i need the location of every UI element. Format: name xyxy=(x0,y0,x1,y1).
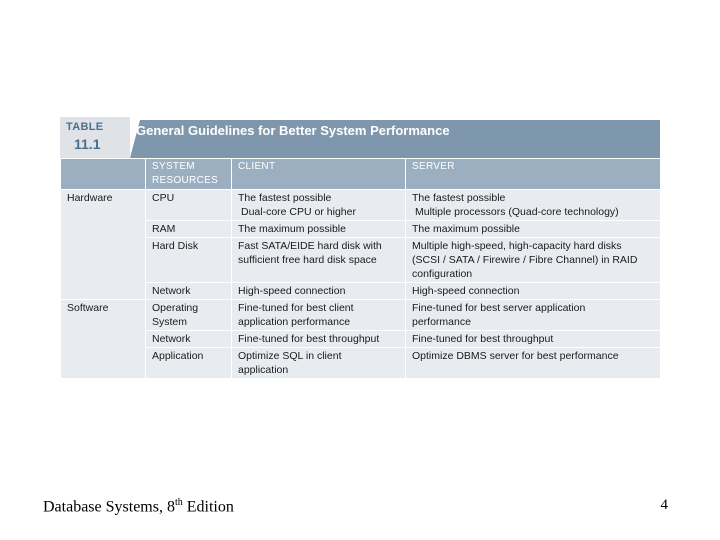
client-cell: High-speed connection xyxy=(232,283,406,300)
header-system-resources-line2: RESOURCES xyxy=(152,175,219,186)
client-cell-line: The fastest possible xyxy=(238,192,332,204)
server-cell-line: The fastest possible xyxy=(412,192,506,204)
resource-cell-line: Operating xyxy=(152,302,199,314)
book-title-footer xyxy=(43,497,234,516)
table-row xyxy=(61,331,661,348)
client-cell: The maximum possible xyxy=(232,221,406,238)
server-cell: High-speed connection xyxy=(406,283,661,300)
server-cell-line: (SCSI / SATA / Firewire / Fibre Channel) in RAID xyxy=(412,254,638,266)
server-cell-line: Multiple processors (Quad-core technology) xyxy=(415,206,619,218)
table-tag-number: 11.1 xyxy=(74,136,101,152)
resource-cell-line: System xyxy=(152,316,188,328)
header-server: SERVER xyxy=(406,159,661,190)
table-title-bar xyxy=(60,117,660,158)
client-cell xyxy=(232,300,406,331)
page-number: 4 xyxy=(660,497,668,513)
edition-superscript: th xyxy=(174,497,183,508)
header-category xyxy=(61,159,146,190)
category-software: Software xyxy=(61,300,146,379)
table-row xyxy=(61,283,661,300)
client-cell-line: Fast SATA/EIDE hard disk with xyxy=(238,240,382,252)
server-cell-line: Multiple high-speed, high-capacity hard disks xyxy=(412,240,622,252)
server-cell xyxy=(406,300,661,331)
resource-cell: RAM xyxy=(146,221,232,238)
book-title-prefix: Database Systems, 8 xyxy=(43,498,175,516)
server-cell: Fine-tuned for best throughput xyxy=(406,331,661,348)
server-cell: Optimize DBMS server for best performance xyxy=(406,348,661,379)
table-row xyxy=(61,221,661,238)
client-cell-line: application performance xyxy=(238,316,351,328)
header-system-resources xyxy=(146,159,232,190)
server-cell xyxy=(406,238,661,283)
server-cell-line: Fine-tuned for best server application xyxy=(412,302,586,314)
client-cell-line: Optimize SQL in client xyxy=(238,350,342,362)
server-cell-line: performance xyxy=(412,316,471,328)
table-figure xyxy=(60,117,660,379)
table-number-tag xyxy=(60,117,130,158)
table-title: General Guidelines for Better System Performance xyxy=(136,123,450,138)
book-title-suffix: Edition xyxy=(182,498,234,516)
table-row xyxy=(61,190,661,221)
header-system-resources-line1: SYSTEM xyxy=(152,161,195,172)
table-row xyxy=(61,300,661,331)
table-row xyxy=(61,238,661,283)
resource-cell xyxy=(146,300,232,331)
client-cell: Fine-tuned for best throughput xyxy=(232,331,406,348)
client-cell-line: Dual-core CPU or higher xyxy=(241,206,356,218)
resource-cell: Network xyxy=(146,283,232,300)
resource-cell: Application xyxy=(146,348,232,379)
resource-cell: CPU xyxy=(146,190,232,221)
resource-cell: Hard Disk xyxy=(146,238,232,283)
client-cell xyxy=(232,238,406,283)
client-cell xyxy=(232,190,406,221)
server-cell: The maximum possible xyxy=(406,221,661,238)
table-header-row xyxy=(61,159,661,190)
server-cell xyxy=(406,190,661,221)
table-tag-word: TABLE xyxy=(66,121,104,133)
client-cell-line: sufficient free hard disk space xyxy=(238,254,377,266)
guidelines-table xyxy=(60,158,661,379)
table-row xyxy=(61,348,661,379)
client-cell xyxy=(232,348,406,379)
client-cell-line: Fine-tuned for best client xyxy=(238,302,354,314)
resource-cell: Network xyxy=(146,331,232,348)
server-cell-line: configuration xyxy=(412,268,473,280)
header-client: CLIENT xyxy=(232,159,406,190)
client-cell-line: application xyxy=(238,364,289,376)
category-hardware: Hardware xyxy=(61,190,146,300)
